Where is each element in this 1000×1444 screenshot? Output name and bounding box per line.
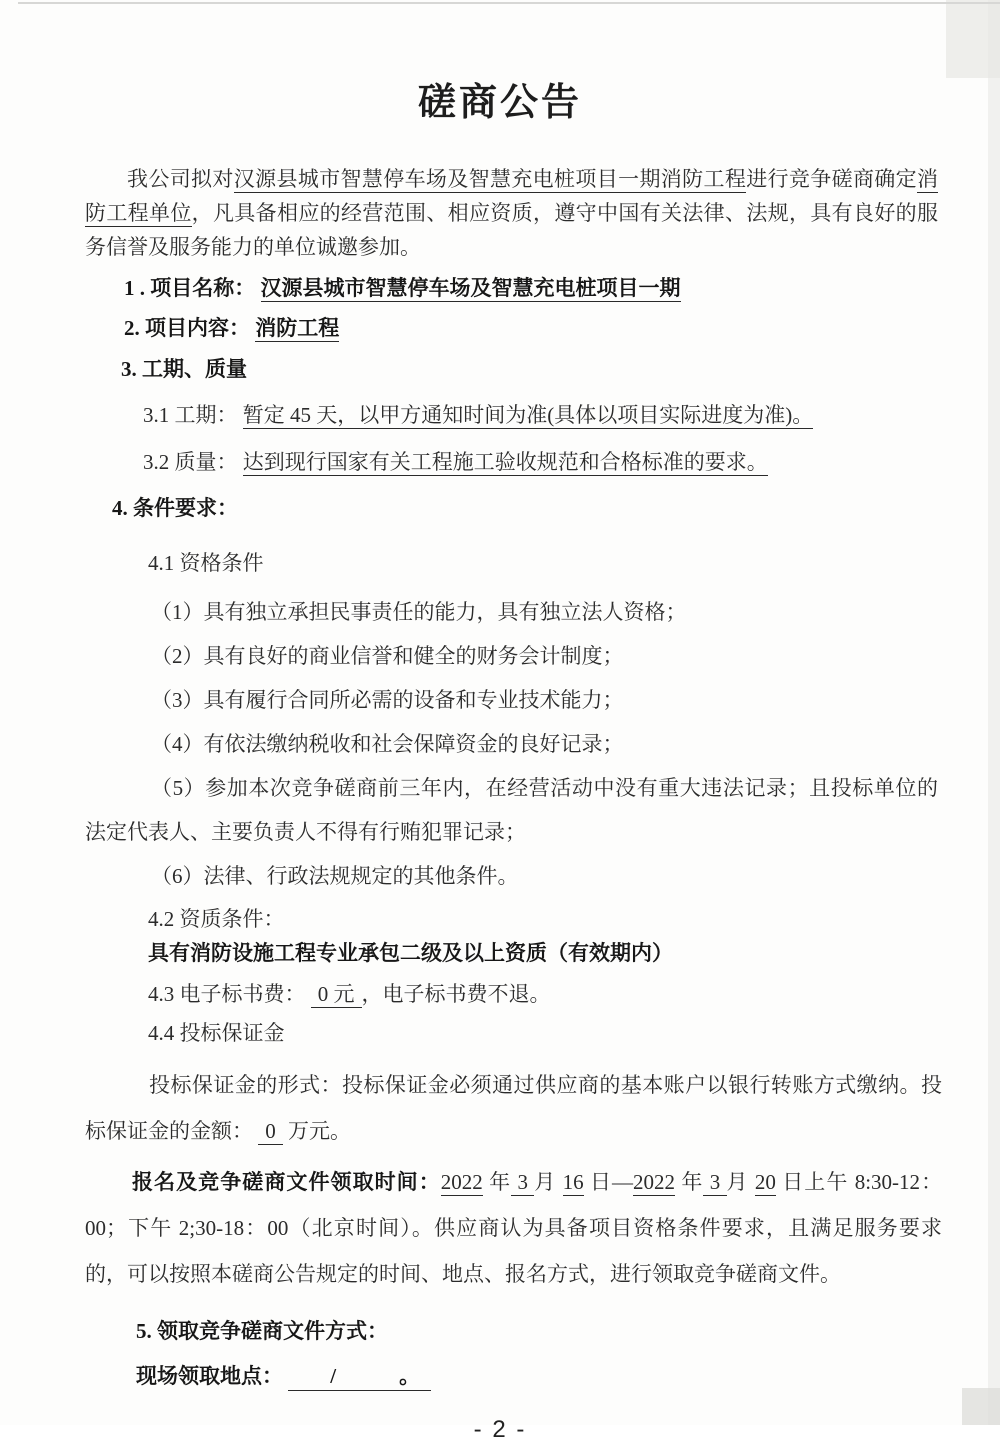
condition-item: （2）具有良好的商业信誉和健全的财务会计制度； — [151, 644, 624, 668]
condition-item: （5）参加本次竞争磋商前三年内，在经营活动中没有重大违法记录；且投标单位的法定代表人、主要负责人不得有行贿犯罪记录； — [85, 776, 938, 844]
pickup-label: 现场领取地点： — [136, 1364, 289, 1388]
pickup-location-line — [136, 1360, 938, 1392]
item1-label: 1 . 项目名称： — [124, 276, 261, 300]
page-number: - 2 - — [473, 1416, 527, 1443]
schedule-year2-underlined: 2022 — [633, 1170, 676, 1194]
schedule-day1-underlined: 16 — [562, 1170, 584, 1194]
deposit-amount-underlined: 0 — [258, 1119, 283, 1145]
schedule-text: 日— — [583, 1170, 634, 1194]
item4-heading: 4. 条件要求： — [112, 496, 238, 520]
item4-3-rest: ，电子标书费不退。 — [361, 982, 551, 1006]
item4-3-label: 4.3 电子标书费： — [148, 982, 311, 1006]
schedule-text: 年 — [675, 1170, 704, 1194]
deposit-text: 投标保证金的形式：投标保证金必须通过供应商的基本账户以银行转账方式缴纳。投标保证金的金额： — [85, 1073, 942, 1143]
schedule-text: 日上午 8:30-12：00；下午 2;30-18：00（北京时间）。供应商认为具备项目资格条件要求，且满足服务要求的，可以按照本磋商公告规定的时间、地点、报名方式，进行领取竞争磋商文件。 — [85, 1170, 943, 1286]
item3-2-quality — [143, 447, 938, 478]
item4-2-requirement: 具有消防设施工程专业承包二级及以上资质（有效期内） — [148, 941, 673, 965]
item4-4-heading: 4.4 投标保证金 — [148, 1021, 285, 1045]
qualification-conditions-list — [0, 590, 1000, 898]
schedule-text: 月 — [534, 1170, 563, 1194]
item4-3-fee — [148, 978, 938, 1010]
schedule-year1-underlined: 2022 — [440, 1170, 483, 1194]
scan-edge-artifact — [18, 2, 1000, 4]
schedule-paragraph — [85, 1159, 942, 1297]
intro-paragraph — [85, 162, 938, 264]
deposit-paragraph — [85, 1062, 942, 1154]
schedule-text: 年 — [482, 1170, 512, 1194]
item4-2-heading: 4.2 资质条件： — [148, 907, 285, 931]
fee-value-underlined: 0 元 — [311, 982, 362, 1008]
condition-item: （6）法律、行政法规规定的其他条件。 — [151, 864, 519, 888]
schedule-month1-underlined: 3 — [511, 1170, 535, 1194]
deposit-text: 万元。 — [282, 1119, 351, 1143]
condition-item: （4）有依法缴纳税收和社会保障资金的良好记录； — [151, 732, 624, 756]
intro-text: ，凡具备相应的经营范围、相应资质，遵守中国有关法律、法规，具有良好的服务信誉及服务能力的单位诚邀参加。 — [85, 201, 939, 259]
item3-1-duration — [143, 400, 938, 431]
item3-heading: 3. 工期、质量 — [121, 357, 247, 381]
section5-heading: 5. 领取竞争磋商文件方式： — [136, 1319, 388, 1343]
item4-1-heading: 4.1 资格条件 — [148, 551, 264, 575]
page-title: 磋商公告 — [417, 82, 582, 124]
pickup-blank-underlined: / 。 — [288, 1364, 430, 1391]
intro-text: 我公司拟对 — [127, 167, 234, 191]
item2-value-underlined: 消防工程 — [255, 316, 340, 340]
intro-text: 进行竞争磋商确定 — [746, 167, 918, 191]
item3-1-value-underlined: 暂定 45 天，以甲方通知时间为准(具体以项目实际进度为准)。 — [242, 403, 814, 427]
item2-project-content — [124, 313, 938, 344]
item3-1-label: 3.1 工期： — [143, 403, 243, 427]
schedule-text: 月 — [726, 1170, 755, 1194]
schedule-label: 报名及竞争磋商文件领取时间： — [132, 1170, 441, 1194]
item3-2-value-underlined: 达到现行国家有关工程施工验收规范和合格标准的要求。 — [242, 450, 768, 474]
scan-edge-artifact — [946, 0, 1000, 78]
scan-edge-artifact — [962, 1388, 1000, 1425]
condition-item: （3）具有履行合同所必需的设备和专业技术能力； — [151, 688, 624, 712]
item1-project-name — [124, 273, 938, 304]
schedule-day2-underlined: 20 — [754, 1170, 776, 1194]
condition-item: （1）具有独立承担民事责任的能力，具有独立法人资格； — [151, 600, 687, 624]
item3-2-label: 3.2 质量： — [143, 450, 243, 474]
item1-value-underlined: 汉源县城市智慧停车场及智慧充电桩项目一期 — [260, 276, 681, 300]
item2-label: 2. 项目内容： — [124, 316, 256, 340]
scan-edge-artifact — [988, 0, 1000, 1425]
schedule-month2-underlined: 3 — [703, 1170, 727, 1194]
unit-underlined: 消防工程单位 — [85, 167, 939, 225]
project-name-underlined: 汉源县城市智慧停车场及智慧充电桩项目一期消防工程 — [233, 167, 747, 191]
